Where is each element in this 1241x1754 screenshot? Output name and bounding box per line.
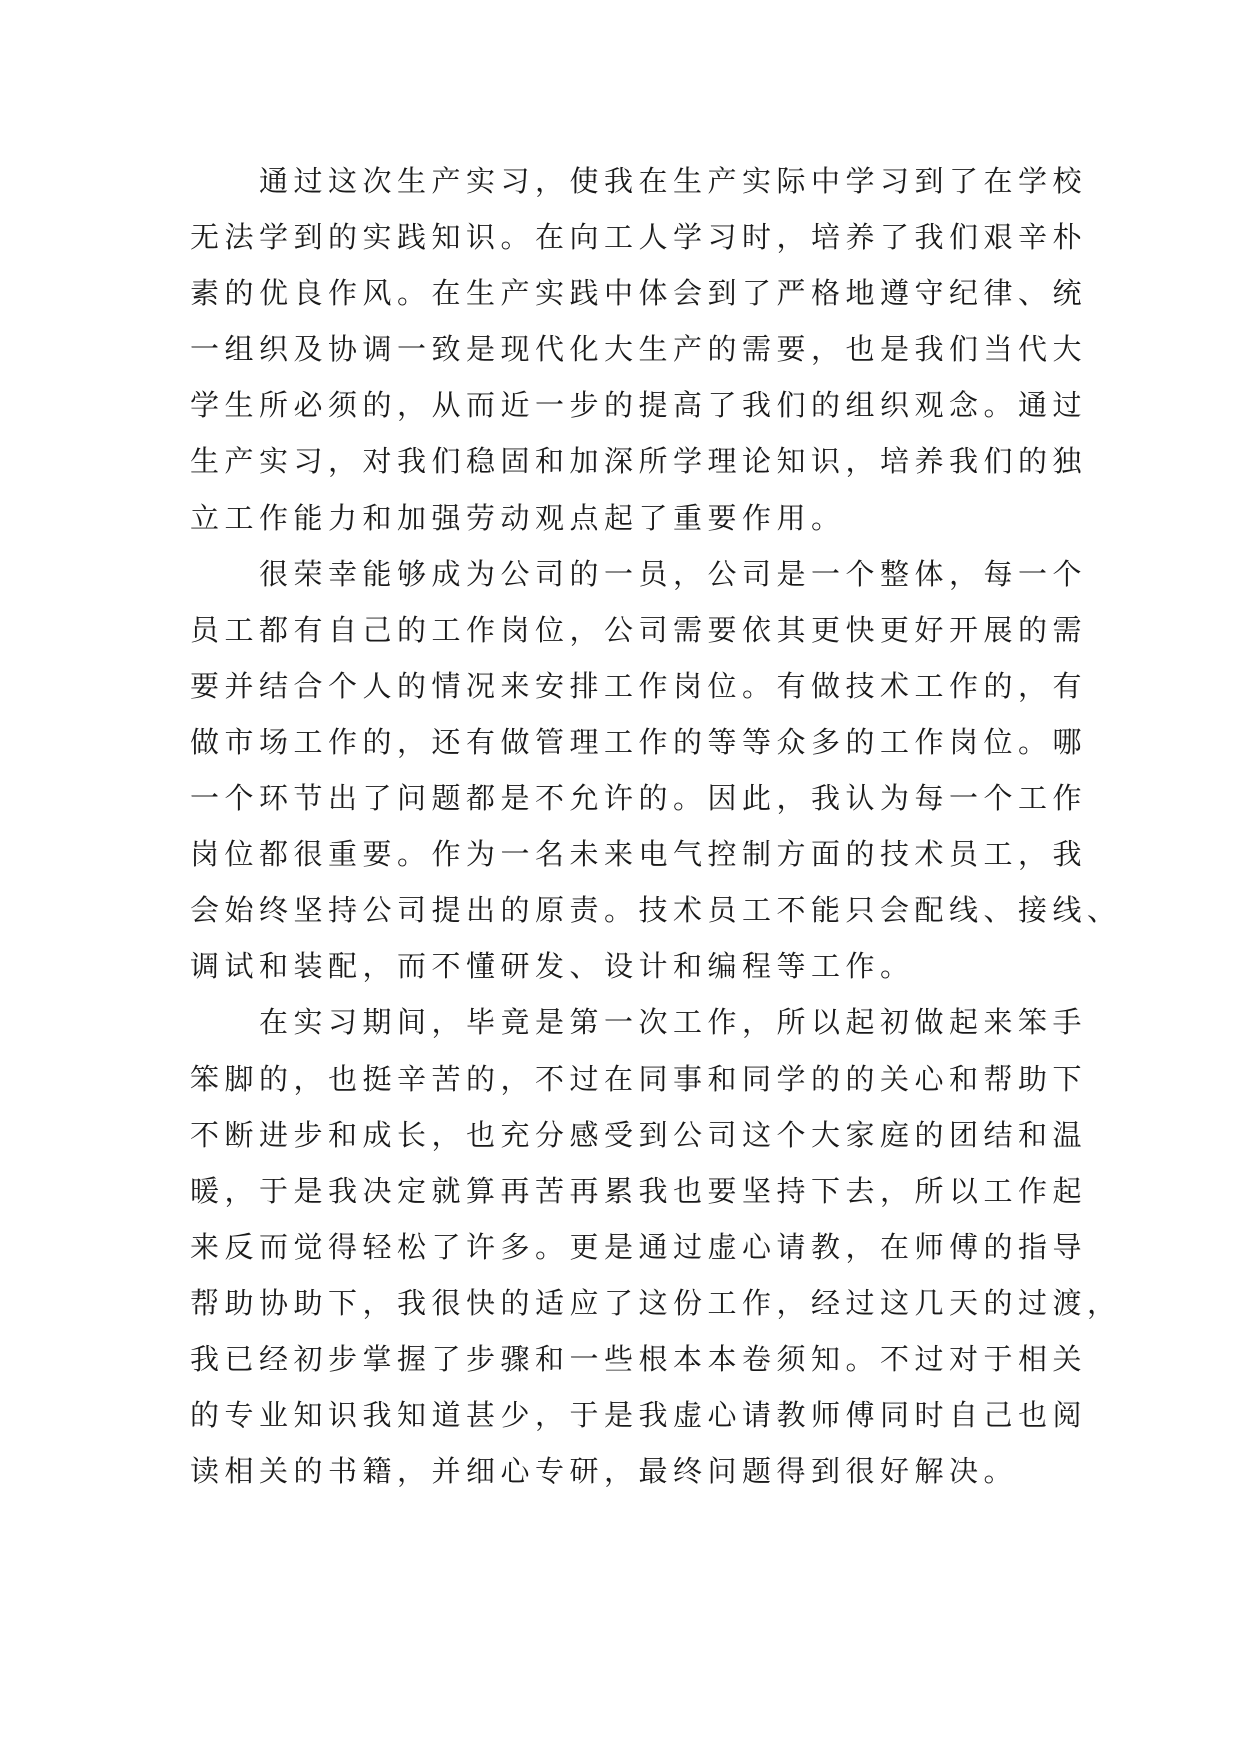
text-line: 立工作能力和加强劳动观点起了重要作用。 [190,500,846,535]
text-line: 岗位都很重要。作为一名未来电气控制方面的技术员工，我 [190,837,1088,872]
text-line: 要并结合个人的情况来安排工作岗位。有做技术工作的，有 [190,668,1088,703]
text-line: 读相关的书籍，并细心专研，最终问题得到很好解决。 [190,1454,1019,1489]
text-line: 调试和装配，而不懂研发、设计和编程等工作。 [190,949,915,984]
text-line: 暖，于是我决定就算再苦再累我也要坚持下去，所以工作起 [190,1173,1088,1208]
text-line: 学生所必须的，从而近一步的提高了我们的组织观念。通过 [190,388,1088,423]
text-line: 笨脚的，也挺辛苦的，不过在同事和同学的的关心和帮助下 [190,1061,1088,1096]
text-line: 来反而觉得轻松了许多。更是通过虚心请教，在师傅的指导 [190,1229,1088,1264]
text-line: 我已经初步掌握了步骤和一些根本本卷须知。不过对于相关 [190,1341,1088,1376]
text-line: 生产实习，对我们稳固和加深所学理论知识，培养我们的独 [190,444,1088,479]
text-line: 帮助协助下，我很快的适应了这份工作，经过这几天的过渡， [190,1285,1122,1320]
text-line: 素的优良作风。在生产实践中体会到了严格地遵守纪律、统 [190,276,1088,311]
text-line: 不断进步和成长，也充分感受到公司这个大家庭的团结和温 [190,1117,1088,1152]
text-line: 在实习期间，毕竟是第一次工作，所以起初做起来笨手 [190,1005,1088,1040]
text-line: 一组织及协调一致是现代化大生产的需要，也是我们当代大 [190,332,1088,367]
text-line: 做市场工作的，还有做管理工作的等等众多的工作岗位。哪 [190,724,1088,759]
text-line: 会始终坚持公司提出的原责。技术员工不能只会配线、接线、 [190,893,1122,928]
text-line: 一个环节出了问题都是不允许的。因此，我认为每一个工作 [190,781,1088,816]
text-line: 通过这次生产实习，使我在生产实际中学习到了在学校 [190,164,1088,198]
text-line: 的专业知识我知道甚少，于是我虚心请教师傅同时自己也阅 [190,1398,1088,1433]
body-text [190,153,1122,1499]
text-line: 员工都有自己的工作岗位，公司需要依其更快更好开展的需 [190,612,1088,647]
text-line: 很荣幸能够成为公司的一员，公司是一个整体，每一个 [190,556,1088,591]
text-line: 无法学到的实践知识。在向工人学习时，培养了我们艰辛朴 [190,220,1088,255]
